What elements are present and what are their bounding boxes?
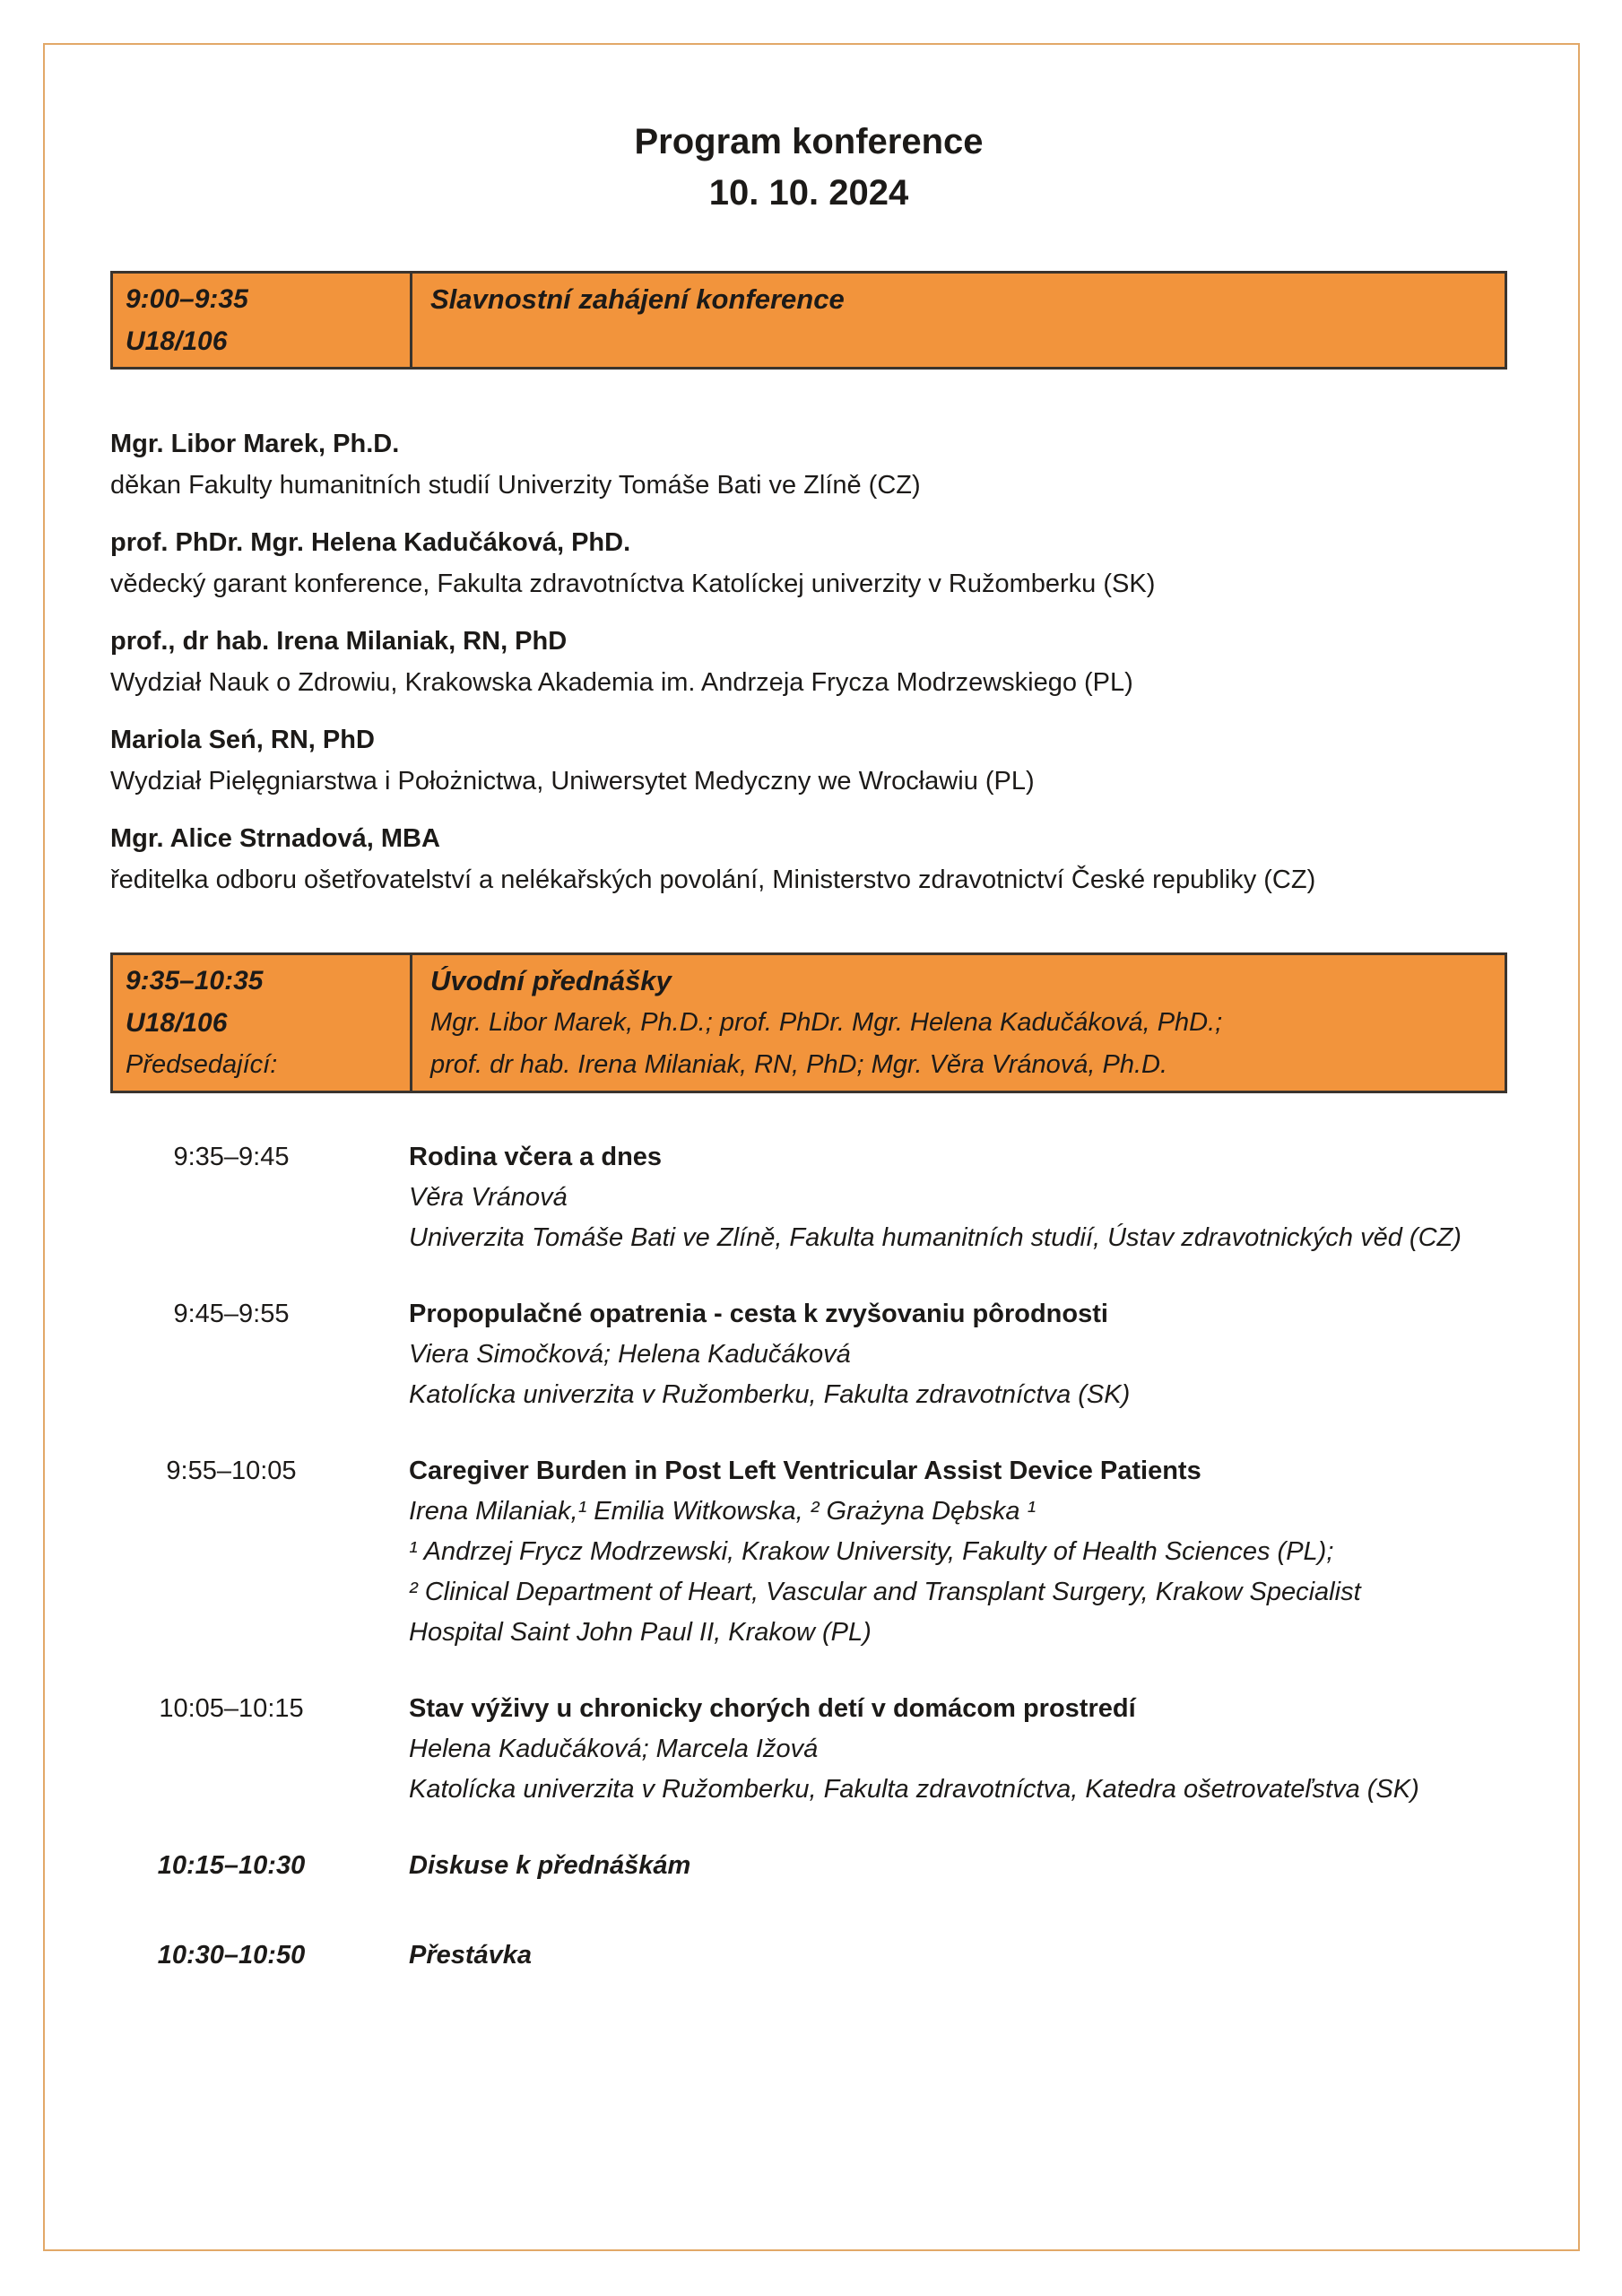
opening-session-room: U18/106 [126,326,228,356]
lecture-session-time: 9:35–10:35 [126,966,264,996]
opening-speakers-list [110,423,1507,900]
lecture-session-title-cell [412,955,1505,1091]
entry-title: Přestávka [409,1941,533,1970]
lecture-session-chair-label: Předsedající: [126,1050,278,1079]
entry-title: Rodina včera a dnes [409,1143,663,1171]
speaker-name: Mgr. Alice Strnadová, MBA [110,824,440,853]
entry-body [409,1846,690,1886]
conference-date: 10. 10. 2024 [708,173,909,213]
opening-session-title-cell [412,274,1505,367]
speaker-block [110,719,1507,802]
opening-session-title: Slavnostní zahájení konference [430,283,845,315]
speaker-name: Mariola Seń, RN, PhD [110,726,375,754]
entry-affiliation: ² Clinical Department of Heart, Vascular and Transplant Surgery, Krakow Specialist [409,1578,1361,1606]
speaker-name: prof., dr hab. Irena Milaniak, RN, PhD [110,627,568,656]
entry-title: Stav výživy u chronicky chorých detí v domácom prostredí [409,1694,1136,1723]
entry-time: 9:55–10:05 [166,1457,297,1485]
page-title: Program konference [634,122,984,161]
entry-authors: Viera Simočková; Helena Kadučáková [409,1340,851,1369]
entry-affiliation: Univerzita Tomáše Bati ve Zlíně, Fakulta humanitních studií, Ústav zdravotnických věd (CZ) [409,1223,1462,1252]
speaker-affiliation: Wydział Nauk o Zdrowiu, Krakowska Akademia im. Andrzeja Frycza Modrzewskiego (PL) [110,668,1133,697]
entry-affiliation: Hospital Saint John Paul II, Krakow (PL) [409,1618,872,1647]
opening-session-bar [110,271,1507,370]
program-entries [110,1137,1507,1976]
speaker-affiliation: děkan Fakulty humanitních studií Univerzity Tomáše Bati ve Zlíně (CZ) [110,471,921,500]
entry-title: Caregiver Burden in Post Left Ventricular Assist Device Patients [409,1457,1201,1485]
entry-time: 10:30–10:50 [157,1941,306,1970]
program-entry [110,1137,1507,1258]
lecture-session-title: Úvodní přednášky [430,965,672,996]
program-entry [110,1451,1507,1653]
entry-authors: Irena Milaniak,¹ Emilia Witkowska, ² Grażyna Dębska ¹ [409,1497,1037,1526]
entry-body [409,1935,532,1976]
speaker-name: prof. PhDr. Mgr. Helena Kadučáková, PhD. [110,528,631,557]
document-header [110,0,1507,219]
entry-body [409,1689,1419,1810]
lecture-session-bar [110,952,1507,1093]
lecture-session-room: U18/106 [126,1008,228,1038]
entry-title: Propopulačné opatrenia - cesta k zvyšovaniu pôrodnosti [409,1300,1108,1328]
entry-time: 10:05–10:15 [159,1694,304,1723]
entry-time: 9:45–9:55 [173,1300,290,1328]
entry-title: Diskuse k přednáškám [409,1851,691,1880]
speaker-affiliation: vědecký garant konference, Fakulta zdravotníctva Katolíckej univerzity v Ružomberku (SK) [110,570,1156,598]
program-entry-discussion [110,1846,1507,1886]
entry-body [409,1451,1361,1653]
lecture-session-chairs-line1: Mgr. Libor Marek, Ph.D.; prof. PhDr. Mgr. Helena Kadučáková, PhD.; [430,1008,1223,1037]
program-entry-coffee-break [110,1935,1507,1976]
entry-affiliation: Katolícka univerzita v Ružomberku, Fakulta zdravotníctva (SK) [409,1380,1131,1409]
lecture-session-time-cell [113,955,412,1091]
program-entry [110,1689,1507,1810]
entry-authors: Věra Vránová [409,1183,568,1212]
opening-session-time: 9:00–9:35 [126,284,248,314]
entry-time: 10:15–10:30 [157,1851,306,1880]
speaker-block [110,423,1507,506]
speaker-name: Mgr. Libor Marek, Ph.D. [110,430,400,458]
speaker-block [110,522,1507,604]
lecture-session-chairs-line2: prof. dr hab. Irena Milaniak, RN, PhD; Mgr. Věra Vránová, Ph.D. [430,1050,1168,1079]
entry-time: 9:35–9:45 [173,1143,290,1171]
speaker-block [110,818,1507,900]
speaker-affiliation: ředitelka odboru ošetřovatelství a nelékařských povolání, Ministerstvo zdravotnictví České republiky (CZ) [110,865,1316,894]
entry-body [409,1294,1130,1415]
program-entry [110,1294,1507,1415]
conference-program-page [110,0,1507,1976]
opening-session-time-cell [113,274,412,367]
entry-body [409,1137,1462,1258]
speaker-affiliation: Wydział Pielęgniarstwa i Położnictwa, Uniwersytet Medyczny we Wrocławiu (PL) [110,767,1035,796]
entry-authors: Helena Kadučáková; Marcela Ižová [409,1735,819,1763]
entry-affiliation: Katolícka univerzita v Ružomberku, Fakulta zdravotníctva, Katedra ošetrovateľstva (SK) [409,1775,1419,1804]
entry-affiliation: ¹ Andrzej Frycz Modrzewski, Krakow University, Fakulty of Health Sciences (PL); [409,1537,1334,1566]
speaker-block [110,621,1507,703]
